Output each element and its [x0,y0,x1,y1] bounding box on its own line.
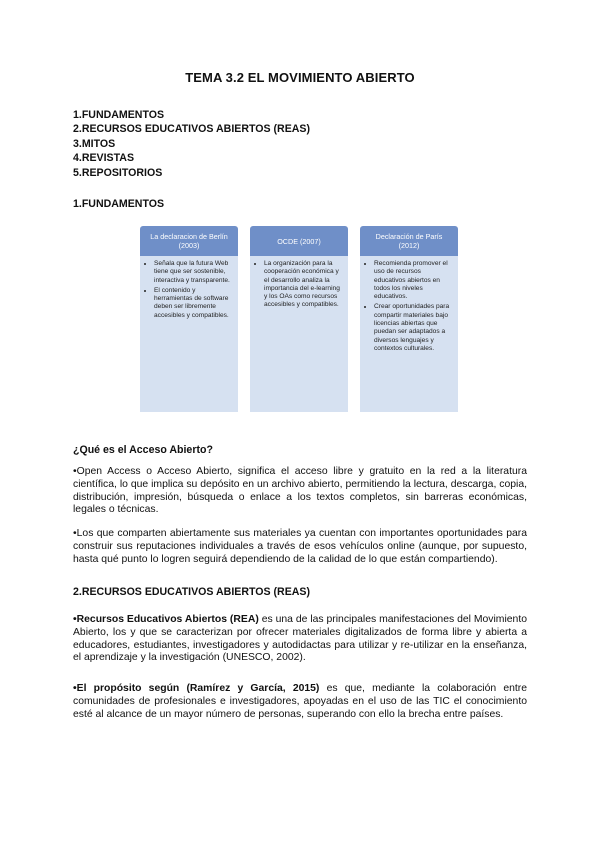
reas-definition: es una de las principales manifestaciones del Movimiento Abierto, los y que se caracterizan por ofrecer materiales digitalizados de forma libre y abierta a educadores, estudiantes, investigadores y autodidactas para utilizar y re-utilizar en la enseñanza, el aprendizaje y la investigación (UNESCO, 2002). [73,614,527,664]
reas-paragraph-1 [73,614,527,665]
reas-purpose-text: es que, mediante la colaboración entre comunidades de profesionales e investigadores, apoyadas en el uso de las TIC el conocimiento esté al alcance de un mayor número de personas, superando con ello la brecha entre países. [73,683,527,720]
diagram-column-berlin [140,226,238,412]
page-title: TEMA 3.2 EL MOVIMIENTO ABIERTO [185,70,415,85]
reas-paragraph-2 [73,683,527,721]
fundamentos-diagram [140,226,458,412]
diagram-bullet: • La organización para la cooperación económica y el desarrollo analiza la importancia del e-learning y los OAs como recursos accesibles y compatibles. [264,260,343,310]
diagram-column-paris [360,226,458,412]
diagram-column-body [140,256,238,412]
table-of-contents [73,108,310,180]
toc-item: 3.MITOS [73,137,116,150]
open-access-paragraph-1: •Open Access o Acceso Abierto, significa el acceso libre y gratuito en la red a la literatura científica, lo que implica su depósito en un archivo abierto, permitiendo la lectura, descarga, copia, distribución, impresión, búsqueda o enlace a los textos completos, sin barreras económicas, legales o técnicas. [73,466,527,516]
diagram-bullet: • Recomienda promover el uso de recursos educativos abiertos en todos los niveles educativos. [374,260,453,301]
diagram-column-header: Declaración de París (2012) [360,226,458,256]
section-heading-fundamentos: 1.FUNDAMENTOS [73,198,165,210]
diagram-column-header: OCDE (2007) [250,226,348,256]
open-access-paragraph-2: •Los que comparten abiertamente sus materiales ya cuentan con importantes oportunidades para construir sus reputaciones individuales a través de esos vehículos online (aunque, por supuesto, hasta qué punto lo logren seguirá dependiendo de la calidad de lo que están compartiendo). [73,528,527,565]
open-access-heading: ¿Qué es el Acceso Abierto? [73,444,213,456]
toc-item: 1.FUNDAMENTOS [73,109,165,121]
diagram-bullet: • El contenido y herramientas de software deben ser libremente accesibles y compatibles. [154,287,233,320]
diagram-column-header: La declaracion de Berlín (2003) [140,226,238,256]
diagram-column-body [250,256,348,412]
reas-purpose-term: •El propósito según (Ramírez y García, 2015) [73,683,320,694]
section-heading-reas: 2.RECURSOS EDUCATIVOS ABIERTOS (REAS) [73,586,311,598]
diagram-column-ocde [250,226,348,412]
reas-term: •Recursos Educativos Abiertos (REA) [73,614,259,625]
diagram-bullet: • Señala que la futura Web tiene que ser sostenible, interactiva y transparente. [154,260,233,285]
toc-item: 5.REPOSITORIOS [73,166,163,179]
diagram-bullet: • Crear oportunidades para compartir materiales bajo licencias abiertas que puedan ser adaptados a diversos lenguajes y contextos culturales. [374,303,453,353]
toc-item: 2.RECURSOS EDUCATIVOS ABIERTOS (REAS) [73,123,311,136]
toc-item: 4.REVISTAS [73,152,135,165]
diagram-column-body [360,256,458,412]
